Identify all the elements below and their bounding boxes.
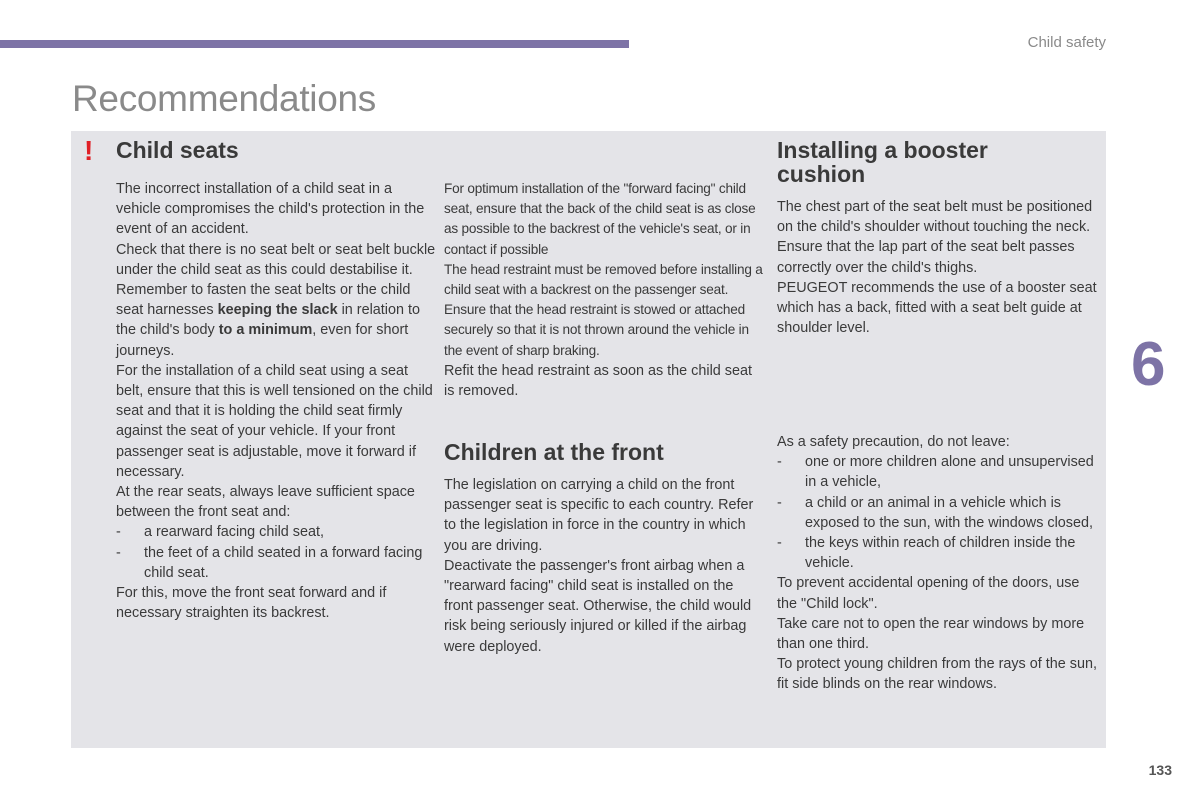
- page-title: Recommendations: [72, 78, 376, 119]
- heading-child-seats: Child seats: [116, 137, 239, 163]
- children-front-text: [444, 475, 764, 657]
- paragraph: Deactivate the passenger's front airbag when a "rearward facing" child seat is installed on the front passenger seat. Otherwise, the child would risk being seriously injured or killed if the airbag were deployed.: [444, 557, 752, 655]
- precautions-text: [777, 432, 1097, 695]
- paragraph: For the installation of a child seat using a seat belt, ensure that this is well tensioned on the child seat and that it is holding the child seat firmly against the seat of your vehicle. If your front passenger seat is adjustable, move it forward if necessary.: [116, 362, 433, 480]
- heading-children-front: Children at the front: [444, 439, 664, 465]
- paragraph: The head restraint must be removed before installing a child seat with a backrest on the passenger seat.: [444, 261, 763, 298]
- paragraph: The incorrect installation of a child seat in a vehicle compromises the child's protection in the event of an accident.: [116, 181, 425, 238]
- paragraph: Ensure that the head restraint is stowed or attached securely so that it is not thrown around the vehicle in the event of sharp braking.: [444, 302, 749, 358]
- list-item: - a child or an animal in a vehicle which is exposed to the sun, with the windows closed,: [777, 494, 1093, 531]
- paragraph: As a safety precaution, do not leave:: [777, 434, 1010, 450]
- list-item: - the keys within reach of children inside the vehicle.: [777, 535, 1076, 572]
- paragraph: For this, move the front seat forward and if necessary straighten its backrest.: [116, 585, 387, 622]
- paragraph: To prevent accidental opening of the doors, use the "Child lock".: [777, 575, 1080, 612]
- header-accent-bar: [0, 40, 629, 48]
- paragraph: Remember to fasten the seat belts or the child seat harnesses keeping the slack in relation to the child's body to a minimum, even for short journeys.: [116, 282, 420, 359]
- child-seats-column-2: [444, 179, 764, 401]
- paragraph: Ensure that the lap part of the seat belt passes correctly over the child's thighs.: [777, 239, 1075, 276]
- paragraph: PEUGEOT recommends the use of a booster seat which has a back, fitted with a seat belt guide at shoulder level.: [777, 279, 1097, 337]
- booster-text: [777, 197, 1097, 338]
- child-seats-column-1: [116, 179, 436, 623]
- paragraph: The chest part of the seat belt must be positioned on the child's shoulder without touching the neck.: [777, 199, 1093, 236]
- paragraph: For optimum installation of the "forward facing" child seat, ensure that the back of the child seat is as close as possible to the backrest of the vehicle's seat, or in contact if possible: [444, 181, 756, 257]
- chapter-number: 6: [1131, 330, 1166, 399]
- paragraph: The legislation on carrying a child on the front passenger seat is specific to each country. Refer to the legislation in force in the country in which you are driving.: [444, 477, 754, 554]
- paragraph: At the rear seats, always leave sufficient space between the front seat and:: [116, 484, 415, 521]
- list-item: - a rearward facing child seat,: [116, 524, 324, 541]
- paragraph: Take care not to open the rear windows by more than one third.: [777, 615, 1085, 653]
- list-item: - the feet of a child seated in a forward facing child seat.: [116, 544, 423, 581]
- page-number: 133: [1148, 762, 1172, 778]
- paragraph: To protect young children from the rays of the sun, fit side blinds on the rear windows.: [777, 656, 1097, 693]
- paragraph: Refit the head restraint as soon as the child seat is removed.: [444, 362, 752, 400]
- heading-booster-cushion: Installing a booster cushion: [777, 137, 988, 187]
- section-label: Child safety: [1027, 34, 1106, 51]
- paragraph: Check that there is no seat belt or seat belt buckle under the child seat as this could destabilise it.: [116, 241, 436, 278]
- warning-icon: !: [84, 135, 94, 166]
- list-item: - one or more children alone and unsupervised in a vehicle,: [777, 454, 1094, 491]
